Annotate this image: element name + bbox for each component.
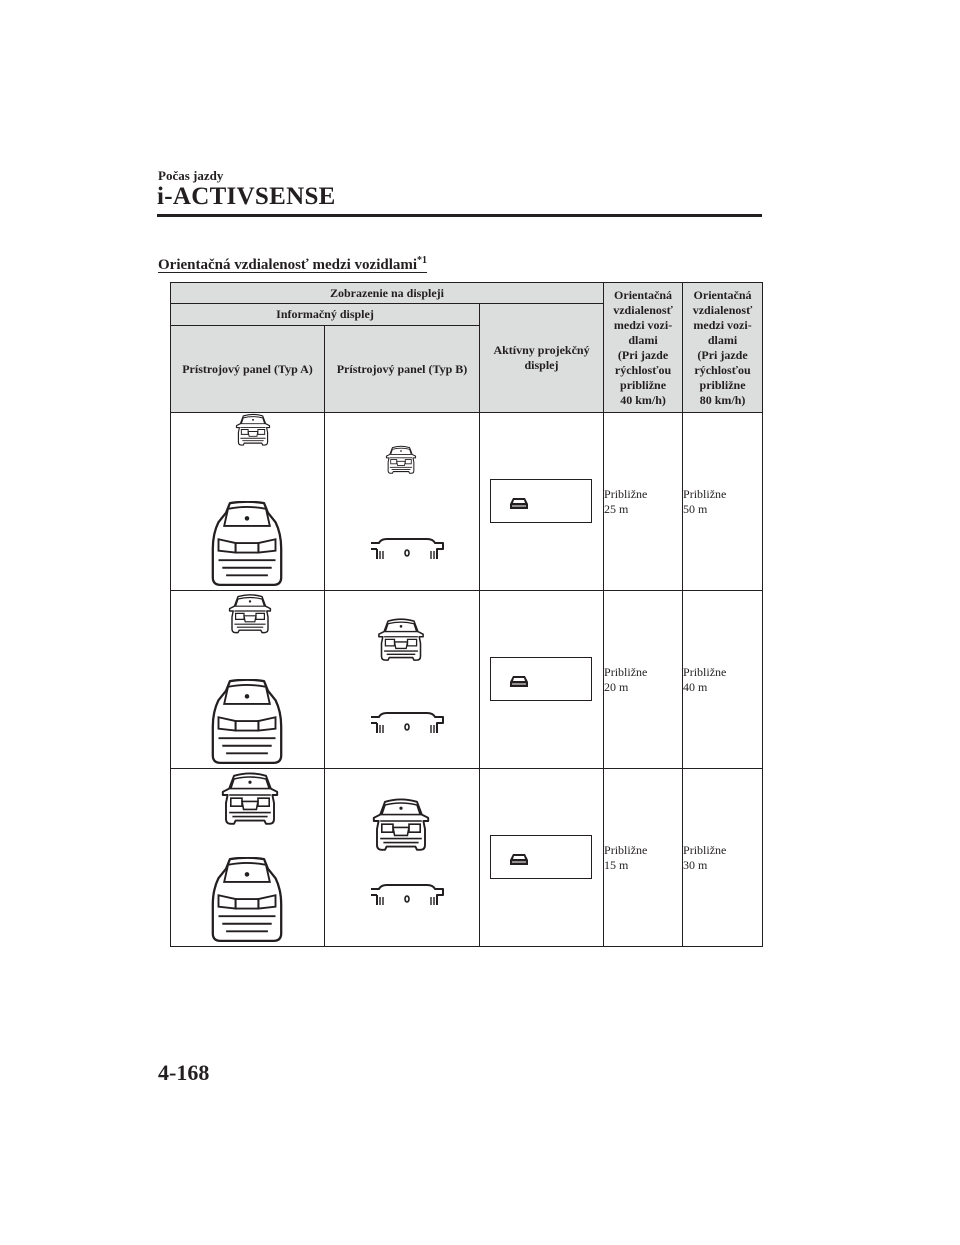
hud-display-box	[490, 835, 592, 879]
header-distance-40-line: (Pri jazde	[617, 347, 669, 362]
distance-40-cell	[604, 769, 683, 947]
page-number: 4-168	[158, 1060, 210, 1085]
chapter-title: i-ACTIVSENSE	[157, 183, 336, 210]
own-car-hood-icon	[367, 883, 447, 907]
hud-illustration	[480, 769, 604, 947]
distance-40-label: Približne	[604, 842, 648, 857]
panel-a-illustration	[171, 769, 325, 947]
header-distance-80-line: (Pri jazde	[697, 347, 748, 362]
panel-a-illustration	[171, 591, 325, 769]
panel-b-illustration	[325, 769, 480, 947]
header-info-display: Informačný displej	[171, 304, 480, 326]
header-distance-40	[604, 283, 683, 413]
table-row	[171, 591, 763, 769]
lead-car-rear-view-icon	[228, 413, 278, 447]
distance-80-cell	[683, 413, 763, 591]
lead-car-rear-view-icon	[221, 593, 279, 635]
section-label: Počas jazdy	[158, 168, 224, 183]
header-distance-80-line: 80 km/h)	[699, 392, 746, 407]
distance-80-cell	[683, 591, 763, 769]
distance-40-cell	[604, 413, 683, 591]
distance-40-value: 20 m	[604, 679, 629, 694]
lead-car-rear-view-icon	[375, 617, 427, 663]
distance-80-value: 50 m	[683, 501, 708, 516]
panel-b-illustration	[325, 413, 480, 591]
lead-car-rear-view-icon	[381, 445, 421, 475]
hud-display-box	[490, 479, 592, 523]
header-distance-40-line: 40 km/h)	[620, 392, 666, 407]
table-row	[171, 769, 763, 947]
distance-80-label: Približne	[683, 486, 727, 501]
header-distance-80-line: dlami	[707, 332, 738, 347]
own-car-rear-view-icon	[209, 857, 285, 943]
table-heading-text: Orientačná vzdialenosť medzi vozidlami	[158, 257, 418, 273]
header-distance-40-line: vzdialenosť	[613, 302, 673, 317]
hud-display-box	[490, 657, 592, 701]
header-distance-80-line: vzdialenosť	[692, 302, 753, 317]
distance-table	[170, 282, 763, 947]
header-display: Zobrazenie na displeji	[171, 283, 604, 304]
distance-40-value: 25 m	[604, 501, 629, 516]
distance-80-label: Približne	[683, 842, 727, 857]
header-distance-80	[683, 283, 763, 413]
header-panel-b: Prístrojový panel (Typ B)	[325, 326, 480, 413]
distance-80-cell	[683, 769, 763, 947]
header-distance-80-line: Orientačná	[693, 287, 752, 302]
header-distance-80-line: približne	[699, 377, 746, 392]
distance-80-value: 40 m	[683, 679, 708, 694]
panel-a-illustration	[171, 413, 325, 591]
header-distance-80-line: medzi vozi-	[693, 317, 752, 332]
own-car-hood-icon	[367, 537, 447, 561]
lead-car-rear-view-icon	[217, 771, 283, 827]
header-distance-40-line: dlami	[628, 332, 658, 347]
distance-40-label: Približne	[604, 664, 648, 679]
distance-40-cell	[604, 591, 683, 769]
hud-lead-car-icon	[509, 852, 529, 870]
hud-lead-car-icon	[509, 674, 529, 692]
title-rule	[157, 214, 762, 217]
header-distance-40-line: medzi vozi-	[613, 317, 673, 332]
hud-illustration	[480, 413, 604, 591]
header-distance-80-line: rýchlosťou	[694, 362, 751, 377]
header-distance-40-line: približne	[620, 377, 667, 392]
footnote-mark: *1	[417, 255, 428, 266]
distance-80-value: 30 m	[683, 857, 708, 872]
lead-car-rear-view-icon	[369, 797, 433, 853]
own-car-rear-view-icon	[209, 679, 285, 765]
header-distance-40-line: Orientačná	[614, 287, 673, 302]
own-car-hood-icon	[367, 711, 447, 735]
header-panel-a: Prístrojový panel (Typ A)	[171, 326, 325, 413]
own-car-rear-view-icon	[209, 501, 285, 587]
hud-lead-car-icon	[509, 496, 529, 514]
hud-illustration	[480, 591, 604, 769]
header-hud-line: Aktívny projekčný	[493, 343, 590, 357]
table-heading	[158, 255, 427, 274]
distance-40-value: 15 m	[604, 857, 629, 872]
header-hud	[480, 304, 604, 413]
distance-40-label: Približne	[604, 486, 648, 501]
panel-b-illustration	[325, 591, 480, 769]
header-distance-40-line: rýchlosťou	[614, 362, 672, 377]
header-hud-line: displej	[524, 358, 559, 372]
table-row	[171, 413, 763, 591]
distance-80-label: Približne	[683, 664, 727, 679]
